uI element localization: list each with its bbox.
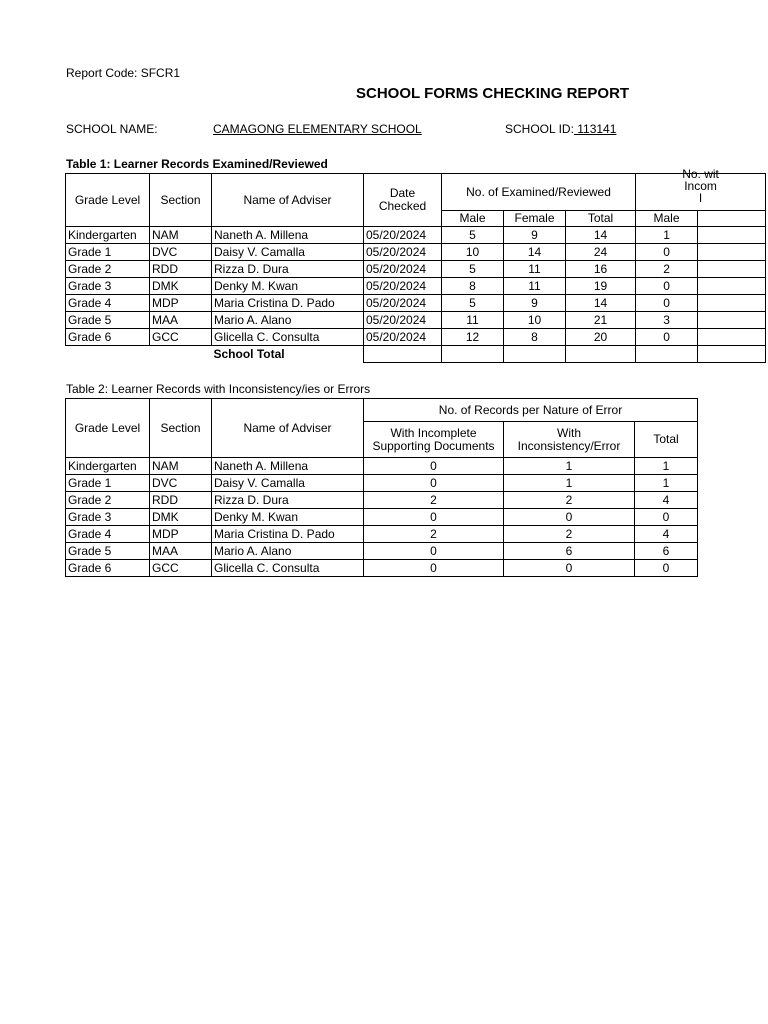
total-cell: 24	[566, 244, 636, 261]
col-total: Total	[635, 422, 698, 458]
grade-level-cell: Kindergarten	[66, 227, 150, 244]
col-section: Section	[150, 174, 212, 227]
grade-level-cell: Grade 5	[66, 312, 150, 329]
col-female-incomplete	[698, 211, 766, 227]
col-female: Female	[504, 211, 566, 227]
adviser-cell: Maria Cristina D. Pado	[212, 526, 364, 543]
date-cell: 05/20/2024	[364, 278, 442, 295]
adviser-cell: Denky M. Kwan	[212, 509, 364, 526]
table-row	[66, 475, 698, 492]
total-cell: 1	[635, 475, 698, 492]
date-cell: 05/20/2024	[364, 244, 442, 261]
school-id-label: SCHOOL ID:	[505, 122, 574, 136]
col-total: Total	[566, 211, 636, 227]
incomplete-docs-cell: 0	[364, 560, 504, 577]
error-records-table	[65, 398, 698, 577]
table-row	[66, 492, 698, 509]
table-row	[66, 509, 698, 526]
date-cell: 05/20/2024	[364, 312, 442, 329]
total-cell	[566, 346, 636, 363]
incomplete-docs-cell: 0	[364, 543, 504, 560]
female-incomplete-cell	[698, 227, 766, 244]
total-cell	[698, 346, 766, 363]
inconsistency-cell: 2	[504, 526, 635, 543]
total-blank	[150, 346, 212, 363]
col-examined-group: No. of Examined/Reviewed	[442, 174, 636, 211]
date-cell: 05/20/2024	[364, 295, 442, 312]
table-row	[66, 560, 698, 577]
female-incomplete-cell	[698, 278, 766, 295]
female-incomplete-cell	[698, 329, 766, 346]
grade-level-cell: Grade 2	[66, 492, 150, 509]
section-cell: DVC	[150, 244, 212, 261]
report-code: Report Code: SFCR1	[66, 66, 181, 80]
inconsistency-cell: 1	[504, 458, 635, 475]
section-cell: GCC	[150, 329, 212, 346]
total-cell: 21	[566, 312, 636, 329]
total-cell: 0	[635, 509, 698, 526]
total-cell: 4	[635, 492, 698, 509]
inconsistency-cell: 0	[504, 509, 635, 526]
female-cell: 11	[504, 261, 566, 278]
adviser-cell: Naneth A. Millena	[212, 227, 364, 244]
total-cell: 4	[635, 526, 698, 543]
col-adviser: Name of Adviser	[212, 174, 364, 227]
table-row	[66, 278, 766, 295]
section-cell: DMK	[150, 509, 212, 526]
school-name-label: SCHOOL NAME:	[66, 122, 158, 136]
school-id-value: 113141	[573, 122, 617, 136]
adviser-cell: Mario A. Alano	[212, 543, 364, 560]
grade-level-cell: Grade 6	[66, 560, 150, 577]
female-incomplete-cell	[698, 312, 766, 329]
male-incomplete-cell: 0	[636, 278, 698, 295]
male-cell: 12	[442, 329, 504, 346]
female-incomplete-cell	[698, 244, 766, 261]
female-cell: 8	[504, 329, 566, 346]
school-id	[505, 122, 616, 136]
table-row	[66, 329, 766, 346]
female-cell: 9	[504, 295, 566, 312]
incomplete-docs-cell: 0	[364, 509, 504, 526]
table1-caption: Table 1: Learner Records Examined/Reviewed	[66, 157, 328, 171]
section-cell: MAA	[150, 543, 212, 560]
adviser-cell: Glicella C. Consulta	[212, 329, 364, 346]
learner-records-table	[65, 167, 766, 363]
total-blank	[66, 346, 150, 363]
adviser-cell: Daisy V. Camalla	[212, 475, 364, 492]
school-total-label: School Total	[212, 346, 364, 363]
incomplete-docs-cell: 2	[364, 526, 504, 543]
table-row	[66, 458, 698, 475]
section-cell: NAM	[150, 458, 212, 475]
section-cell: RDD	[150, 492, 212, 509]
date-cell: 05/20/2024	[364, 329, 442, 346]
female-incomplete-cell	[698, 261, 766, 278]
adviser-cell: Daisy V. Camalla	[212, 244, 364, 261]
male-cell: 5	[442, 261, 504, 278]
male-incomplete-cell: 0	[636, 329, 698, 346]
total-cell: 20	[566, 329, 636, 346]
col-grade-level: Grade Level	[66, 174, 150, 227]
date-cell: 05/20/2024	[364, 227, 442, 244]
female-cell: 9	[504, 227, 566, 244]
date-cell: 05/20/2024	[364, 261, 442, 278]
table1-container	[65, 167, 719, 366]
adviser-cell: Maria Cristina D. Pado	[212, 295, 364, 312]
male-incomplete-cell: 2	[636, 261, 698, 278]
male-cell: 5	[442, 227, 504, 244]
page-title: SCHOOL FORMS CHECKING REPORT	[356, 85, 630, 102]
inconsistency-cell: 1	[504, 475, 635, 492]
inconsistency-cell: 0	[504, 560, 635, 577]
grade-level-cell: Grade 2	[66, 261, 150, 278]
male-incomplete-cell: 1	[636, 227, 698, 244]
total-cell	[364, 346, 442, 363]
col-inconsistency: With Inconsistency/Error	[504, 422, 635, 458]
grade-level-cell: Grade 6	[66, 329, 150, 346]
table-row	[66, 543, 698, 560]
total-cell: 19	[566, 278, 636, 295]
section-cell: DVC	[150, 475, 212, 492]
female-incomplete-cell	[698, 295, 766, 312]
adviser-cell: Mario A. Alano	[212, 312, 364, 329]
adviser-cell: Rizza D. Dura	[212, 261, 364, 278]
school-name-value: CAMAGONG ELEMENTARY SCHOOL	[213, 122, 422, 136]
section-cell: GCC	[150, 560, 212, 577]
table-row	[66, 244, 766, 261]
table-row	[66, 526, 698, 543]
section-cell: MAA	[150, 312, 212, 329]
col-grade-level: Grade Level	[66, 399, 150, 458]
section-cell: MDP	[150, 526, 212, 543]
male-cell: 5	[442, 295, 504, 312]
inconsistency-cell: 2	[504, 492, 635, 509]
col-date-checked: Date Checked	[364, 174, 442, 227]
adviser-cell: Rizza D. Dura	[212, 492, 364, 509]
total-cell: 1	[635, 458, 698, 475]
table-row	[66, 312, 766, 329]
incomplete-docs-cell: 2	[364, 492, 504, 509]
grade-level-cell: Grade 4	[66, 295, 150, 312]
male-cell: 11	[442, 312, 504, 329]
grade-level-cell: Grade 1	[66, 244, 150, 261]
col-incomplete-group: No. wit Incom I	[636, 168, 766, 205]
total-cell	[504, 346, 566, 363]
col-adviser: Name of Adviser	[212, 399, 364, 458]
total-cell: 6	[635, 543, 698, 560]
grade-level-cell: Grade 3	[66, 278, 150, 295]
total-cell: 14	[566, 295, 636, 312]
male-incomplete-cell: 3	[636, 312, 698, 329]
col-incomplete-docs: With Incomplete Supporting Documents	[364, 422, 504, 458]
table2-container	[65, 398, 698, 580]
male-incomplete-cell: 0	[636, 295, 698, 312]
male-cell: 10	[442, 244, 504, 261]
total-cell: 14	[566, 227, 636, 244]
adviser-cell: Naneth A. Millena	[212, 458, 364, 475]
col-section: Section	[150, 399, 212, 458]
adviser-cell: Glicella C. Consulta	[212, 560, 364, 577]
grade-level-cell: Grade 1	[66, 475, 150, 492]
grade-level-cell: Grade 4	[66, 526, 150, 543]
grade-level-cell: Kindergarten	[66, 458, 150, 475]
table-row	[66, 261, 766, 278]
table2-caption: Table 2: Learner Records with Inconsistency/ies or Errors	[66, 382, 371, 396]
adviser-cell: Denky M. Kwan	[212, 278, 364, 295]
total-cell: 16	[566, 261, 636, 278]
grade-level-cell: Grade 3	[66, 509, 150, 526]
section-cell: NAM	[150, 227, 212, 244]
col-male-incomplete: Male	[636, 211, 698, 227]
incomplete-docs-cell: 0	[364, 458, 504, 475]
col-nature-group: No. of Records per Nature of Error	[364, 399, 698, 422]
female-cell: 14	[504, 244, 566, 261]
table-row	[66, 295, 766, 312]
section-cell: DMK	[150, 278, 212, 295]
male-cell: 8	[442, 278, 504, 295]
male-incomplete-cell: 0	[636, 244, 698, 261]
section-cell: RDD	[150, 261, 212, 278]
total-cell	[442, 346, 504, 363]
incomplete-docs-cell: 0	[364, 475, 504, 492]
grade-level-cell: Grade 5	[66, 543, 150, 560]
total-cell: 0	[635, 560, 698, 577]
inconsistency-cell: 6	[504, 543, 635, 560]
col-male: Male	[442, 211, 504, 227]
female-cell: 10	[504, 312, 566, 329]
total-cell	[636, 346, 698, 363]
section-cell: MDP	[150, 295, 212, 312]
table-row	[66, 227, 766, 244]
female-cell: 11	[504, 278, 566, 295]
